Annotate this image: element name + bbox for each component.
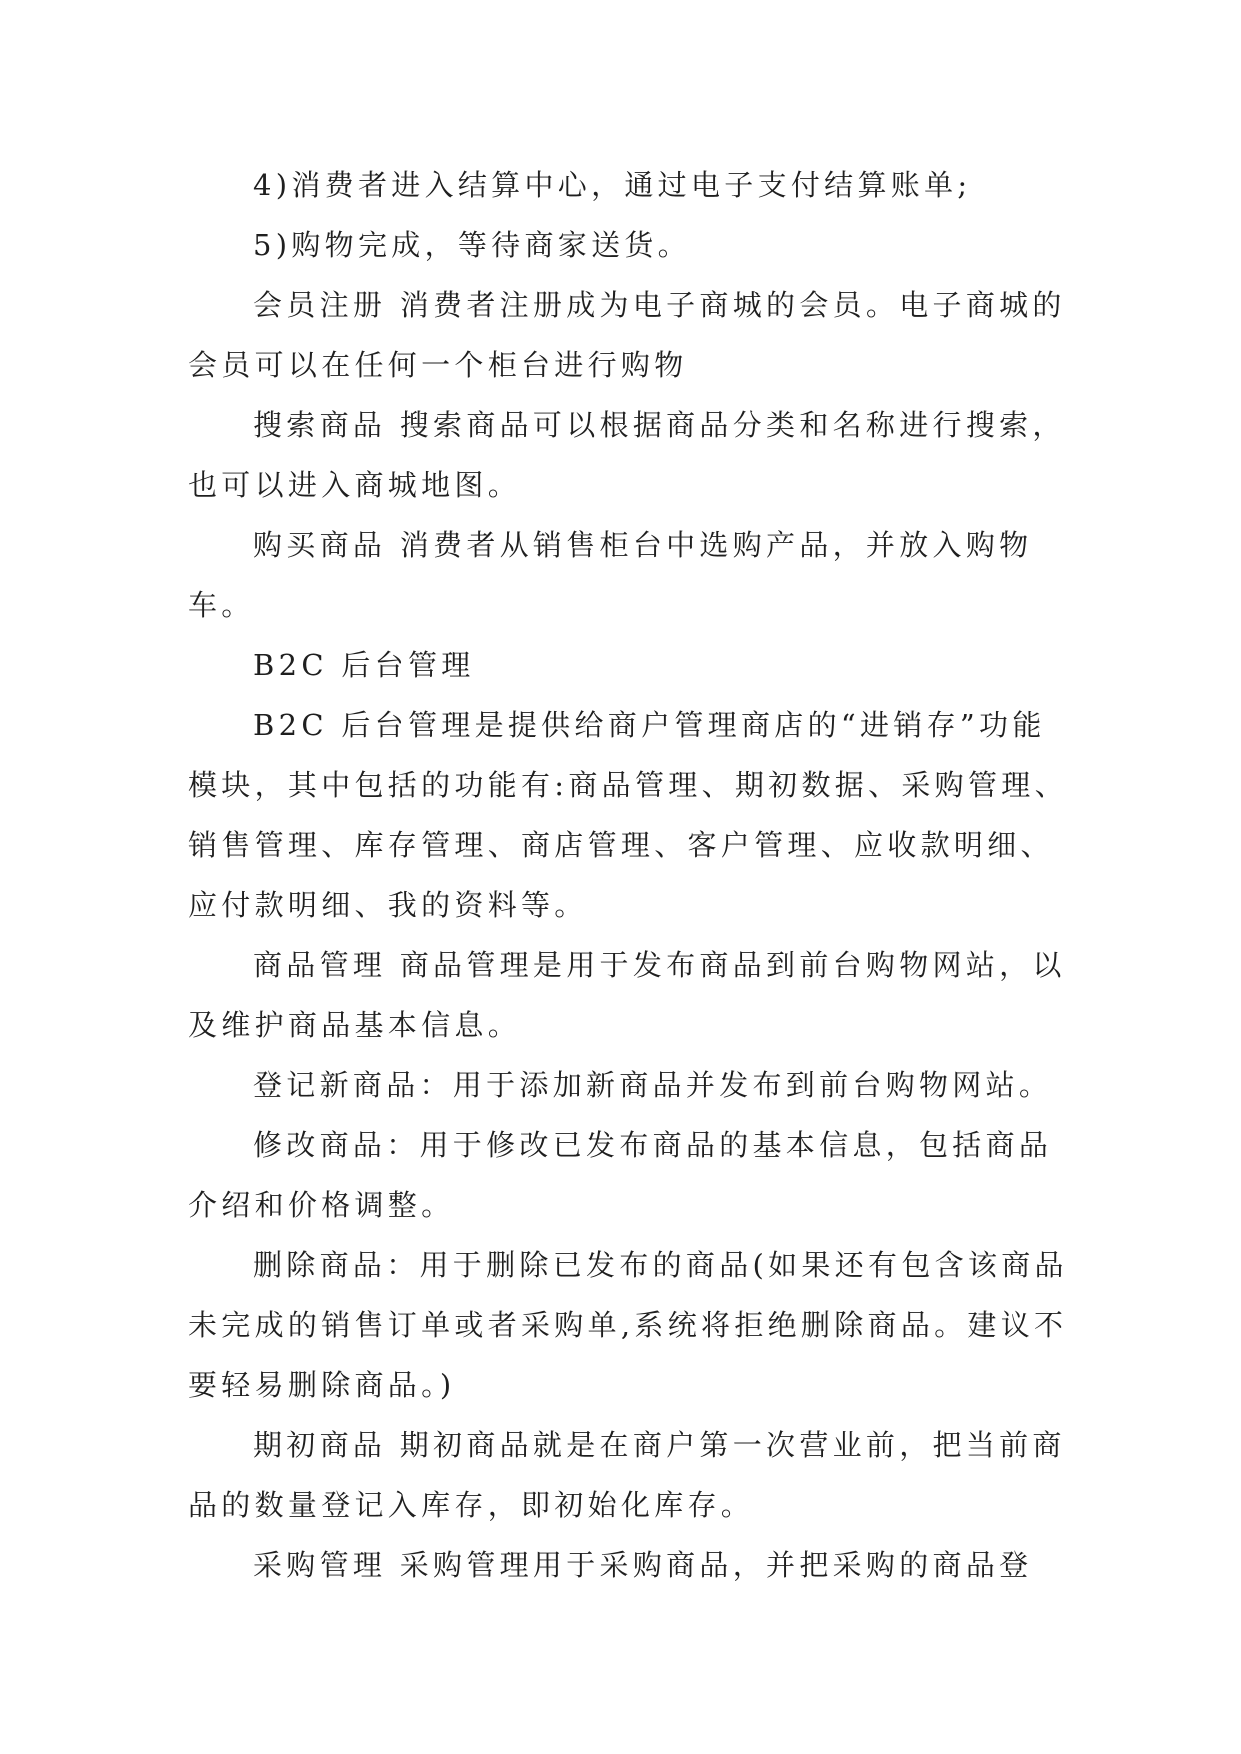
paragraph-initial-products: 期初商品 期初商品就是在商户第一次营业前，把当前商品的数量登记入库存，即初始化库存。 <box>188 1428 1066 1522</box>
paragraph-member-registration: 会员注册 消费者注册成为电子商城的会员。电子商城的会员可以在任何一个柜台进行购物 <box>188 288 1066 382</box>
paragraph-product-management: 商品管理 商品管理是用于发布商品到前台购物网站，以及维护商品基本信息。 <box>188 948 1066 1042</box>
paragraph-register-new-product: 登记新商品：用于添加新商品并发布到前台购物网站。 <box>253 1068 1053 1102</box>
paragraph-step-4: 4)消费者进入结算中心，通过电子支付结算账单; <box>253 168 972 202</box>
document-body <box>188 155 1068 1595</box>
section-heading-b2c-backend: B2C 后台管理 <box>253 648 475 682</box>
paragraph-modify-product: 修改商品：用于修改已发布商品的基本信息，包括商品介绍和价格调整。 <box>188 1128 1053 1222</box>
paragraph-b2c-backend-overview: B2C 后台管理是提供给商户管理商店的“进销存”功能模块，其中包括的功能有:商品管理、期初数据、采购管理、销售管理、库存管理、商店管理、客户管理、应收款明细、应付款明细、我的资料等。 <box>188 708 1068 922</box>
paragraph-step-5: 5)购物完成，等待商家送货。 <box>253 228 691 262</box>
paragraph-buy-products: 购买商品 消费者从销售柜台中选购产品，并放入购物车。 <box>188 528 1033 622</box>
paragraph-delete-product: 删除商品：用于删除已发布的商品(如果还有包含该商品未完成的销售订单或者采购单,系统将拒绝删除商品。建议不要轻易删除商品。) <box>188 1248 1068 1402</box>
paragraph-search-products: 搜索商品 搜索商品可以根据商品分类和名称进行搜索，也可以进入商城地图。 <box>188 408 1066 502</box>
paragraph-purchase-management: 采购管理 采购管理用于采购商品，并把采购的商品登 <box>253 1548 1033 1582</box>
